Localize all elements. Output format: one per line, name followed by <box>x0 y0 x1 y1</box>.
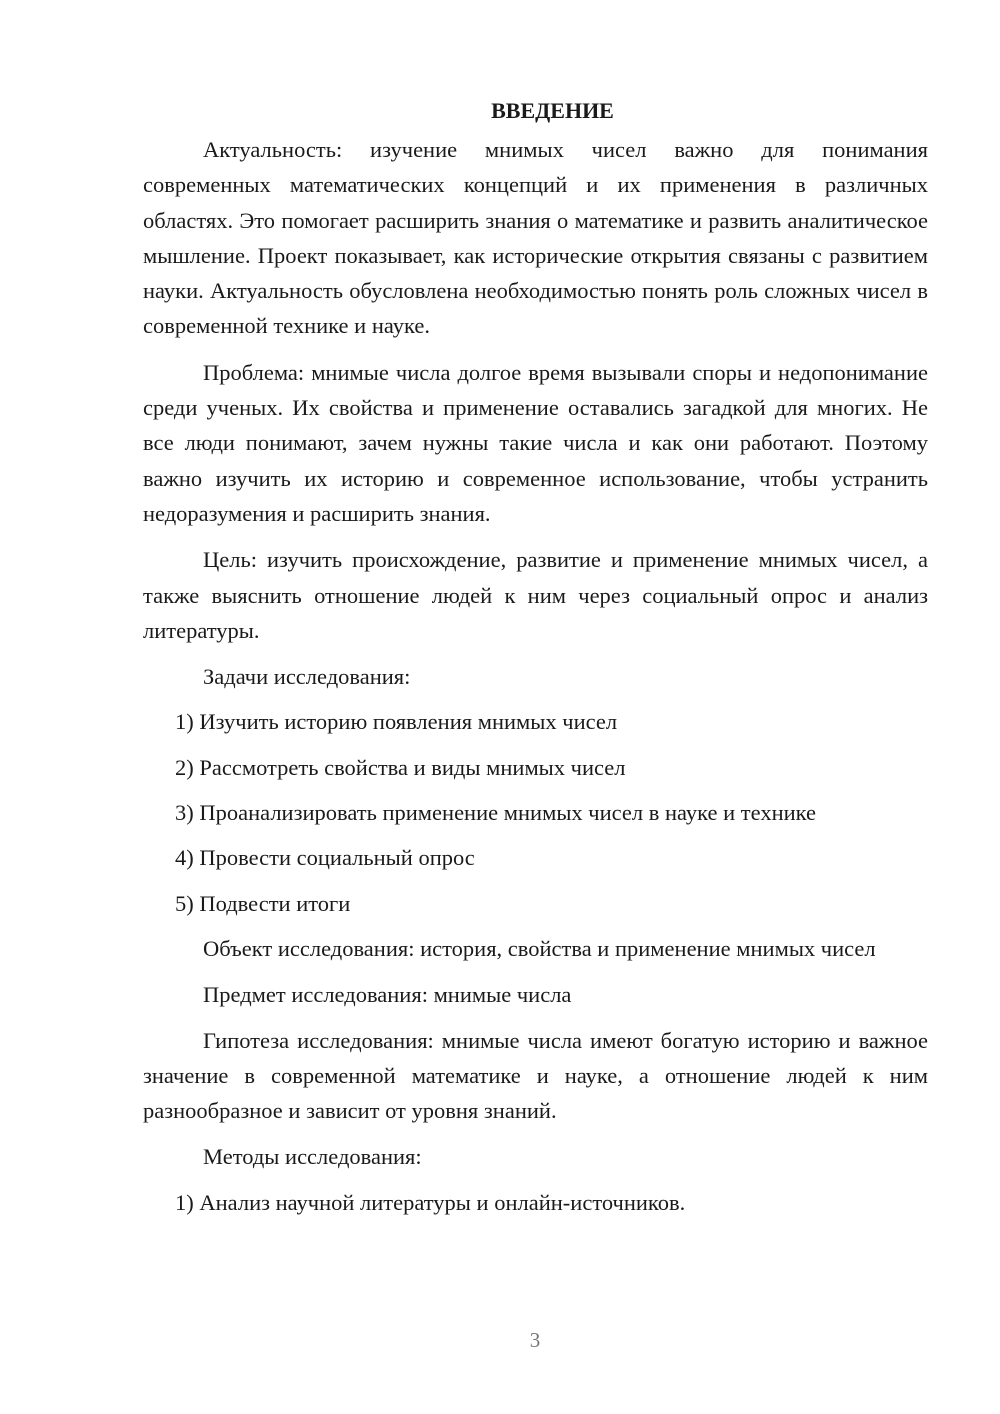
relevance-paragraph: Актуальность: изучение мнимых чисел важно для понимания современных математических концепций и их применения в различных областях. Это помогает расширить знания о математике и развить аналитическое мышление. Проект показывает, как исторические открытия связаны с развитием науки. Актуальность обусловлена необходимостью понять роль сложных чисел в современной технике и науке. <box>143 137 928 339</box>
tasks-list <box>143 704 928 920</box>
page-number: 3 <box>529 1328 541 1352</box>
object-paragraph: Объект исследования: история, свойства и применение мнимых чисел <box>203 935 876 961</box>
methods-heading: Методы исследования: <box>203 1144 422 1170</box>
list-item: 1) Анализ научной литературы и онлайн-источников. <box>175 1189 686 1215</box>
subject-paragraph: Предмет исследования: мнимые числа <box>203 982 572 1008</box>
section-title: ВВЕДЕНИЕ <box>491 98 614 123</box>
hypothesis-paragraph: Гипотеза исследования: мнимые числа имеют богатую историю и важное значение в современной математике и науке, а отношение людей к ним разнообразное и зависит от уровня знаний. <box>143 1027 928 1124</box>
tasks-heading: Задачи исследования: <box>203 664 411 690</box>
goal-paragraph: Цель: изучить происхождение, развитие и применение мнимых чисел, а также выяснить отношение людей к ним через социальный опрос и анализ литературы. <box>143 547 928 643</box>
list-item: 2) Рассмотреть свойства и виды мнимых чисел <box>175 754 626 780</box>
methods-list <box>143 1185 928 1220</box>
list-item: 5) Подвести итоги <box>175 890 351 916</box>
list-item: 4) Провести социальный опрос <box>175 845 475 871</box>
list-item: 1) Изучить историю появления мнимых чисел <box>175 709 618 735</box>
list-item: 3) Проанализировать применение мнимых чисел в науке и технике <box>175 800 817 826</box>
problem-paragraph: Проблема: мнимые числа долгое время вызывали споры и недопонимание среди ученых. Их свойства и применение оставались загадкой для многих. Не все люди понимают, зачем нужны такие числа и как они работают. Поэтому важно изучить их историю и современное использование, чтобы устранить недоразумения и расширить знания. <box>143 359 928 526</box>
